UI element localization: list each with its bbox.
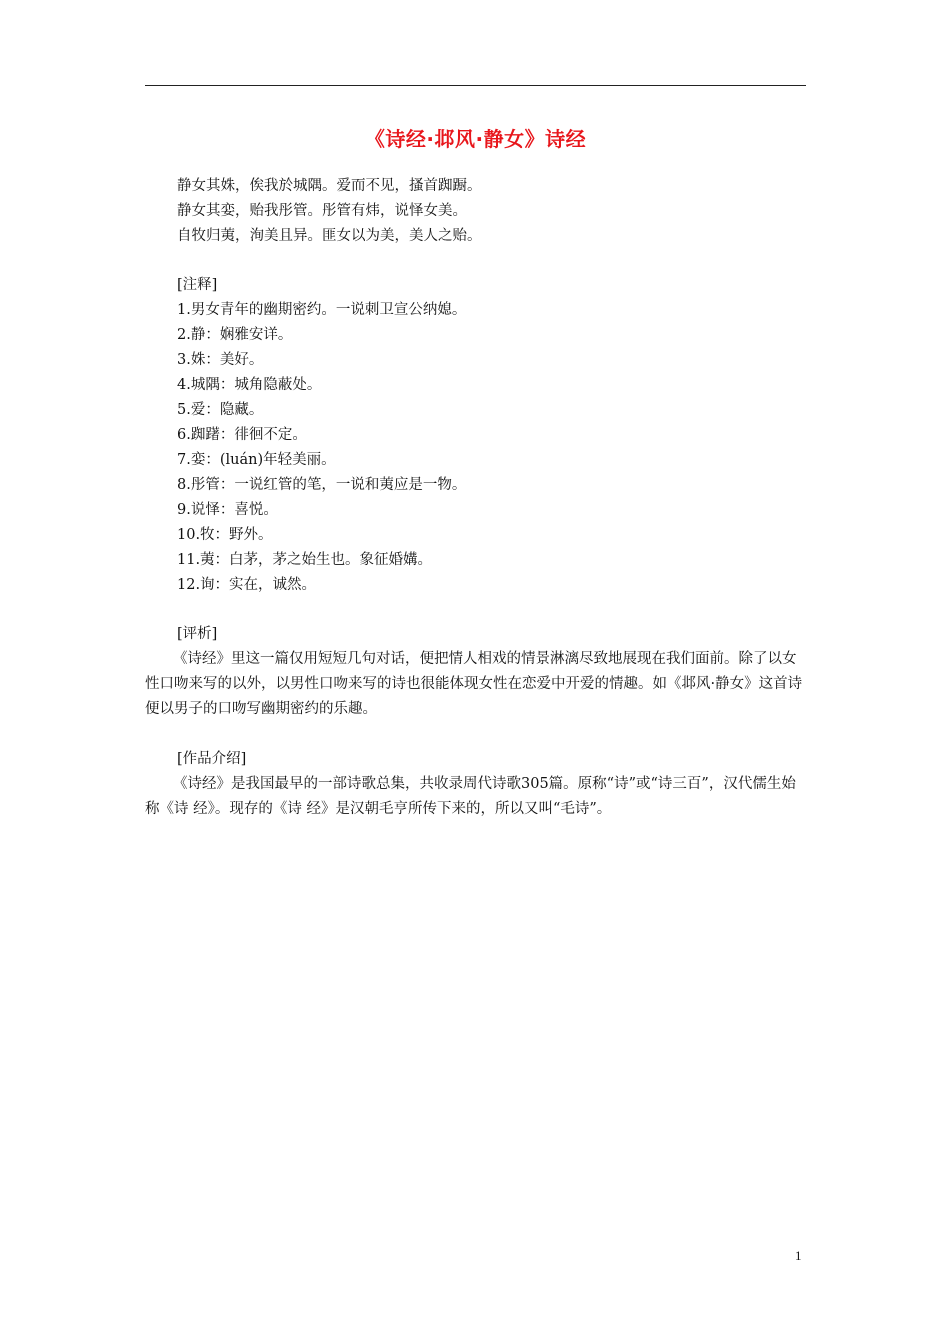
note-item: 3.姝：美好。 xyxy=(177,352,264,368)
intro-heading: [作品介绍] xyxy=(177,751,247,767)
note-item: 9.说怿：喜悦。 xyxy=(177,502,278,518)
note-item: 6.踟躇：徘徊不定。 xyxy=(177,427,307,443)
notes-heading: [注释] xyxy=(177,277,218,293)
poem-line-2: 静女其娈，贻我彤管。彤管有炜，说怿女美。 xyxy=(177,203,467,219)
note-item: 7.娈：(luán)年轻美丽。 xyxy=(177,452,336,468)
analysis-heading: [评析] xyxy=(177,626,218,642)
analysis-section xyxy=(145,622,810,722)
note-item: 12.询：实在，诚然。 xyxy=(177,577,317,593)
analysis-paragraph: 《诗经》里这一篇仅用短短几句对话，便把情人相戏的情景淋漓尽致地展现在我们面前。除了以女性口吻来写的以外，以男性口吻来写的诗也很能体现女性在恋爱中开爱的情趣。如《邶风·静女》这首诗便以男子的口吻写幽期密约的乐趣。 xyxy=(145,651,803,717)
note-item: 8.彤管：一说红管的笔，一说和荑应是一物。 xyxy=(177,477,467,493)
note-item: 5.爱：隐藏。 xyxy=(177,402,264,418)
poem-line-1: 静女其姝，俟我於城隅。爱而不见，搔首踟蹰。 xyxy=(177,178,482,194)
poem-line-3: 自牧归荑，洵美且异。匪女以为美，美人之贻。 xyxy=(177,228,482,244)
note-item: 2.静：娴雅安详。 xyxy=(177,327,293,343)
poem-section xyxy=(145,174,810,249)
header-rule xyxy=(145,85,806,86)
note-item: 10.牧：野外。 xyxy=(177,527,273,543)
intro-paragraph: 《诗经》是我国最早的一部诗歌总集，共收录周代诗歌305篇。原称“诗”或“诗三百”，汉代儒生始称《诗 经》。现存的《诗 经》是汉朝毛亨所传下来的，所以又叫“毛诗”。 xyxy=(145,776,796,817)
notes-section xyxy=(145,273,810,598)
document-title: 《诗经·邶风·静女》诗经 xyxy=(364,127,587,151)
intro-section xyxy=(145,747,810,822)
page-number: 1 xyxy=(795,1248,802,1263)
note-item: 4.城隅：城角隐蔽处。 xyxy=(177,377,322,393)
note-item: 1.男女青年的幽期密约。一说刺卫宣公纳媳。 xyxy=(177,302,467,318)
note-item: 11.荑：白茅，茅之始生也。象征婚媾。 xyxy=(177,552,433,568)
